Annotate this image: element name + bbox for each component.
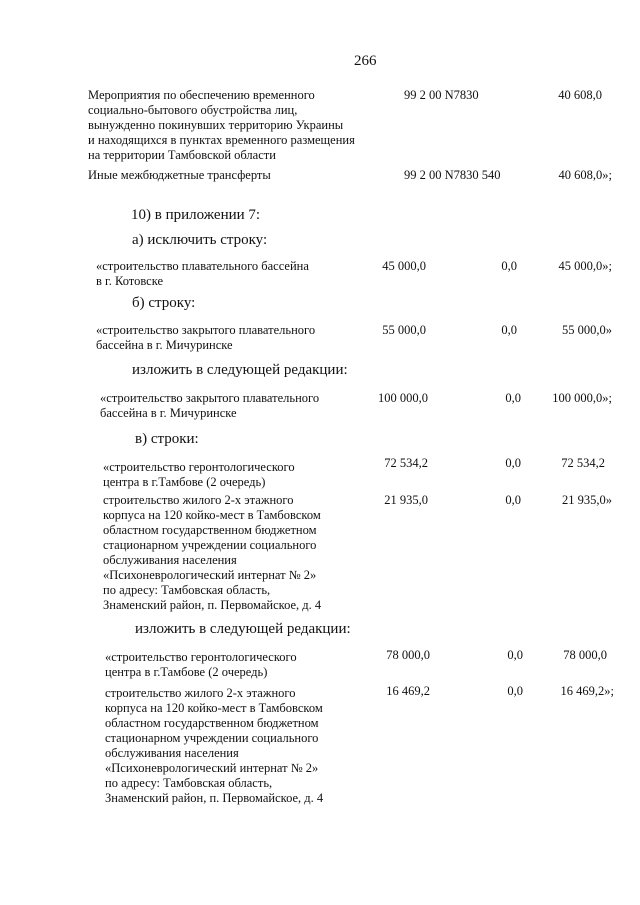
part-b-row-v1: 55 000,0	[382, 323, 426, 337]
part-c-new-row2-name: строительство жилого 2-х этажного корпуса на 120 койко-мест в Тамбовском областном государственном бюджетном стационарном учреждении социального обслуживания населения «Психоневрологический интернат № 2» по адресу: Тамбовская область, Знаменский район, п. Первомайское, д. 4	[105, 686, 324, 805]
part-a-row-v1: 45 000,0	[382, 259, 426, 273]
table1-row2-code: 99 2 00 N7830 540	[404, 168, 501, 182]
part-c-new-heading: изложить в следующей редакции:	[135, 621, 351, 637]
part-a-heading: а) исключить строку:	[132, 232, 268, 248]
part-c-heading: в) строки:	[135, 431, 199, 447]
part-b-new-row-v1: 100 000,0	[378, 391, 428, 405]
part-c-new-row1-v3: 78 000,0	[563, 648, 607, 662]
section-heading: 10) в приложении 7:	[131, 207, 261, 223]
part-a-row-name: «строительство плавательного бассейна в г. Котовске	[96, 259, 309, 288]
part-b-new-row-v3: 100 000,0»;	[552, 391, 612, 405]
part-c-row1-v2: 0,0	[505, 456, 521, 470]
part-c-row1-name: «строительство геронтологического центра в г.Тамбове (2 очередь)	[103, 460, 295, 489]
part-b-new-heading: изложить в следующей редакции:	[132, 362, 348, 378]
part-b-new-row-v2: 0,0	[505, 391, 521, 405]
part-c-row2-name: строительство жилого 2-х этажного корпуса на 120 койко-мест в Тамбовском областном государственном бюджетном стационарном учреждении социального обслуживания населения «Психоневрологический интернат № 2» по адресу: Тамбовская область, Знаменский район, п. Первомайское, д. 4	[103, 493, 322, 612]
part-c-new-row2-v2: 0,0	[507, 684, 523, 698]
part-b-new-row-name: «строительство закрытого плавательного бассейна в г. Мичуринске	[100, 391, 320, 420]
part-c-row1-v3: 72 534,2	[561, 456, 605, 470]
part-c-new-row1-v1: 78 000,0	[386, 648, 430, 662]
part-b-row-v2: 0,0	[501, 323, 517, 337]
part-c-new-row1-v2: 0,0	[507, 648, 523, 662]
part-a-row-v2: 0,0	[501, 259, 517, 273]
part-c-row2-v2: 0,0	[505, 493, 521, 507]
part-a-row-v3: 45 000,0»;	[558, 259, 612, 273]
page-number: 266	[354, 53, 377, 69]
part-b-heading: б) строку:	[132, 295, 196, 311]
part-c-new-row2-v3: 16 469,2»;	[560, 684, 614, 698]
part-c-row2-v3: 21 935,0»	[562, 493, 612, 507]
part-b-row-name: «строительство закрытого плавательного бассейна в г. Мичуринске	[96, 323, 316, 352]
table1-row2-amount: 40 608,0»;	[558, 168, 612, 182]
part-c-new-row2-v1: 16 469,2	[386, 684, 430, 698]
part-b-row-v3: 55 000,0»	[562, 323, 612, 337]
table1-row1-amount: 40 608,0	[558, 88, 602, 102]
part-c-row1-v1: 72 534,2	[384, 456, 428, 470]
table1-row1-name: Мероприятия по обеспечению временного социально-бытового обустройства лиц, вынужденно покинувших территорию Украины и находящихся в пунктах временного размещения на территории Тамбовской области	[88, 88, 355, 162]
part-c-row2-v1: 21 935,0	[384, 493, 428, 507]
table1-row1-code: 99 2 00 N7830	[404, 88, 479, 102]
table1-row2-name: Иные межбюджетные трансферты	[88, 168, 271, 182]
part-c-new-row1-name: «строительство геронтологического центра в г.Тамбове (2 очередь)	[105, 650, 297, 679]
